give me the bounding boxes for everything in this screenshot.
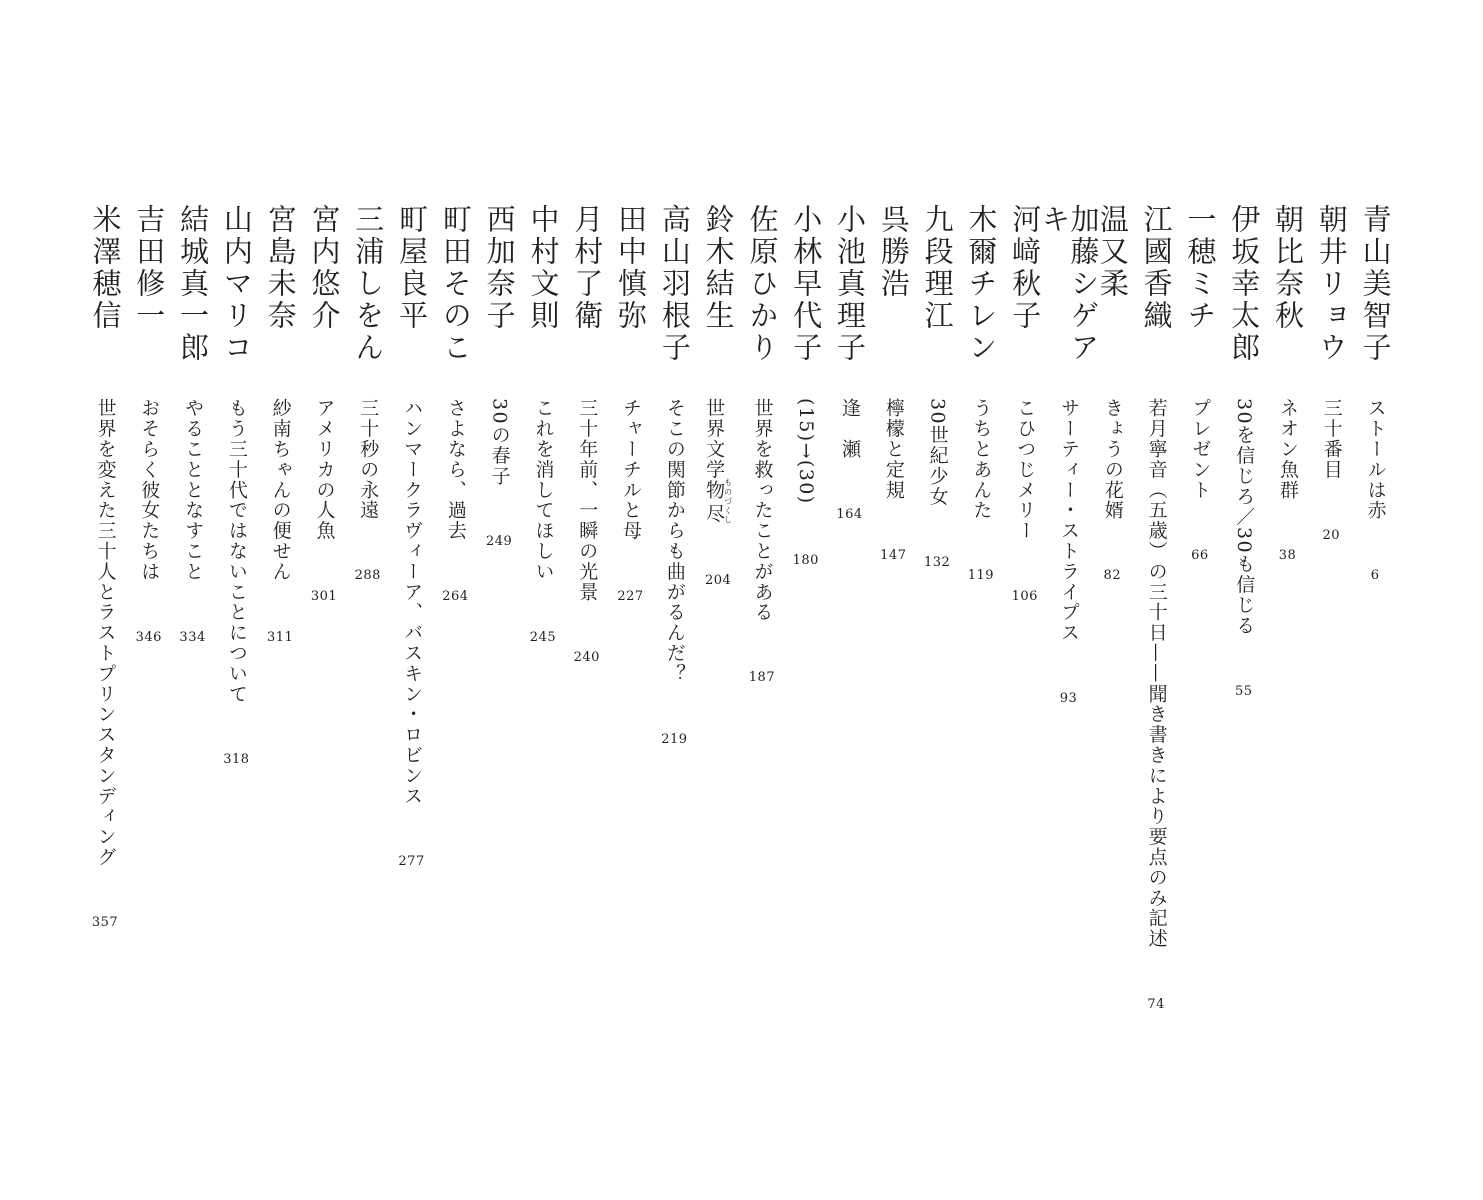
page-number: 180 <box>792 552 819 568</box>
story-title <box>1189 398 1212 500</box>
story-title <box>271 398 290 582</box>
toc-entry <box>652 204 696 1012</box>
story-title-text: 三十番目 <box>1320 398 1343 480</box>
toc-entry <box>390 204 434 1012</box>
author-name: 一穂ミチ <box>1183 204 1218 332</box>
story-title <box>665 398 684 684</box>
page-number: 66 <box>1191 548 1209 563</box>
author-name: 月村了衛 <box>570 204 605 332</box>
story-title <box>182 398 205 582</box>
story-title <box>884 398 903 500</box>
story-title <box>839 398 862 460</box>
author-name: 河﨑秋子 <box>1008 204 1043 332</box>
story-title <box>357 398 380 521</box>
story-title <box>970 398 993 521</box>
story-title <box>532 398 555 582</box>
story-title-text: こひつじメリー <box>1014 398 1037 541</box>
story-title-text: 30世紀少女 <box>926 398 949 507</box>
page-number: 249 <box>486 534 513 550</box>
page-number: 38 <box>1278 548 1297 563</box>
author-name: 高山羽根子 <box>657 204 692 364</box>
page-number: 132 <box>923 554 951 570</box>
story-title <box>704 398 732 525</box>
story-title-text: 世界文学 <box>703 398 726 480</box>
title-ruby <box>703 478 733 526</box>
story-title-text: ストールは赤 <box>1364 398 1387 521</box>
page-number: 119 <box>967 568 995 584</box>
story-title-text: アメリカの人魚 <box>313 398 336 541</box>
page-number: 74 <box>1147 996 1165 1012</box>
author-name: 米澤穂信 <box>88 204 123 332</box>
story-title-text: きょうの花婿 <box>1101 398 1124 521</box>
author-name: 三浦しをん <box>351 204 386 364</box>
story-title-text: おそらく彼女たちは <box>138 398 161 582</box>
story-title <box>795 398 818 505</box>
story-title <box>490 398 509 486</box>
story-title <box>1278 398 1297 500</box>
author-name: 宮内悠介 <box>307 204 342 332</box>
author-name: 中村文則 <box>526 204 561 332</box>
page-number: 55 <box>1234 683 1253 699</box>
page-number: 82 <box>1103 568 1122 584</box>
page-number: 245 <box>529 629 557 645</box>
toc-entry <box>1309 204 1353 1012</box>
author-name: 伊坂幸太郎 <box>1227 204 1262 364</box>
page-number: 346 <box>135 629 162 645</box>
story-title <box>446 398 465 541</box>
toc-entry <box>565 204 609 1012</box>
page-number: 277 <box>398 854 425 869</box>
story-title-text: 三十年前、一瞬の光景 <box>576 398 599 602</box>
author-name: 温又柔 <box>1095 204 1130 300</box>
author-name: 朝比奈秋 <box>1271 204 1305 332</box>
page-number: 301 <box>310 588 338 604</box>
toc-entry <box>346 204 390 1012</box>
story-title-text: 三十秒の永遠 <box>357 398 380 521</box>
story-title <box>227 398 246 704</box>
ruby-reading: ものづくし <box>723 478 733 526</box>
page-number: 227 <box>617 588 644 604</box>
toc-entry <box>871 204 915 1012</box>
story-title-text: チャーチルと母 <box>620 398 643 541</box>
story-title <box>401 398 424 806</box>
page-number: 6 <box>1370 568 1380 584</box>
story-title-text: (15)→(30) <box>795 398 818 505</box>
toc-entry <box>1090 204 1134 1012</box>
page-number: 311 <box>267 629 294 645</box>
author-name: 江國香織 <box>1139 204 1174 332</box>
toc-entry <box>1266 204 1310 1012</box>
toc-entry <box>1134 204 1178 1012</box>
story-title-text: 30の春子 <box>488 398 511 487</box>
story-title <box>138 398 161 582</box>
story-title <box>94 398 117 868</box>
author-name: 町田そのこ <box>438 204 473 364</box>
toc-entry <box>477 204 521 1012</box>
toc-entry <box>915 204 959 1012</box>
table-of-contents <box>83 204 1397 1012</box>
story-title <box>928 398 947 507</box>
toc-entry <box>784 204 828 1012</box>
story-title-text: うちとあんた <box>970 398 993 521</box>
story-title-text: ネオン魚群 <box>1277 398 1299 500</box>
author-name: 小林早代子 <box>789 204 824 364</box>
author-name: 朝井リョウ <box>1314 204 1349 364</box>
toc-entry <box>828 204 872 1012</box>
story-title-text: やることとなすこと <box>182 398 205 582</box>
story-title-text: もう三十代ではないことについて <box>225 398 248 704</box>
author-name: 田中慎弥 <box>614 204 649 332</box>
story-title-text: 紗南ちゃんの便せん <box>269 398 292 582</box>
page-number: 219 <box>661 731 688 747</box>
toc-entry <box>214 204 258 1012</box>
story-title-text: サーティー・ストライプス <box>1058 398 1081 643</box>
toc-entry <box>433 204 477 1012</box>
toc-entry <box>1037 204 1101 1012</box>
story-title <box>751 398 774 623</box>
story-title <box>620 398 643 541</box>
page-number: 334 <box>179 629 206 645</box>
story-title-text: プレゼント <box>1189 398 1212 500</box>
story-title-text: さよなら、過去 <box>444 398 467 541</box>
author-name: 吉田修一 <box>132 204 167 332</box>
toc-entry <box>1222 204 1266 1012</box>
page-number: 240 <box>573 650 600 665</box>
toc-entry <box>83 204 127 1012</box>
author-name: 西加奈子 <box>482 204 517 332</box>
page-number: 164 <box>836 507 863 523</box>
story-title <box>1366 398 1385 520</box>
toc-entry <box>1353 204 1397 1012</box>
toc-entry <box>302 204 346 1012</box>
page-number: 93 <box>1059 690 1078 706</box>
toc-entry <box>959 204 1003 1012</box>
ruby-base: 物尽 <box>703 478 726 526</box>
story-title <box>313 398 336 541</box>
story-title-text: 30を信じろ／30も信じる <box>1233 398 1256 636</box>
page-number: 147 <box>880 548 907 563</box>
story-title-text: 逢 瀬 <box>839 398 862 460</box>
story-title <box>1014 398 1037 541</box>
page-number: 187 <box>748 670 776 686</box>
toc-entry <box>740 204 784 1012</box>
author-name: 木爾チレン <box>964 204 999 364</box>
toc-entry <box>609 204 653 1012</box>
story-title-text: これを消してほしい <box>532 398 555 582</box>
toc-entry <box>521 204 565 1012</box>
toc-entry <box>1178 204 1222 1012</box>
page-number: 318 <box>223 752 250 767</box>
author-name: 佐原ひかり <box>745 204 780 364</box>
author-name: 宮島未奈 <box>263 204 298 332</box>
author-name: 小池真理子 <box>833 204 868 364</box>
author-name: 九段理江 <box>920 204 955 332</box>
story-title-text: そこの関節からも曲がるんだ？ <box>663 398 686 684</box>
page-number: 357 <box>91 915 119 931</box>
toc-entry <box>258 204 302 1012</box>
author-name: 呉勝浩 <box>876 204 911 300</box>
page-number: 20 <box>1322 527 1341 543</box>
story-title-text: 世界を救ったことがある <box>751 398 774 623</box>
page-number: 288 <box>354 568 381 584</box>
page-number: 106 <box>1011 588 1038 604</box>
story-title <box>1233 398 1256 636</box>
story-title-text: 世界を変えた三十人とラストプリンスタンディング <box>94 398 117 868</box>
author-name: 鈴木結生 <box>701 204 736 332</box>
author-name: 加藤シゲアキ <box>1037 204 1101 364</box>
author-name: 町屋良平 <box>395 204 430 332</box>
toc-entry <box>696 204 740 1012</box>
author-name: 山内マリコ <box>219 204 254 364</box>
toc-entry <box>127 204 171 1012</box>
story-title <box>1147 398 1166 949</box>
story-title <box>1103 398 1122 520</box>
author-name: 結城真一郎 <box>176 204 211 364</box>
toc-entry <box>171 204 215 1012</box>
page-number: 264 <box>442 588 469 604</box>
story-title-text: 若月寧音（五歳）の三十日——聞き書きにより要点のみ記述 <box>1145 398 1168 949</box>
story-title-text: 檸檬と定規 <box>882 398 905 500</box>
author-name: 青山美智子 <box>1358 204 1393 364</box>
story-title <box>1322 398 1341 480</box>
story-title <box>576 398 599 602</box>
story-title <box>1058 398 1081 643</box>
story-title-text: ハンマークラヴィーア、バスキン・ロビンス <box>401 398 424 806</box>
page-number: 204 <box>704 573 732 589</box>
